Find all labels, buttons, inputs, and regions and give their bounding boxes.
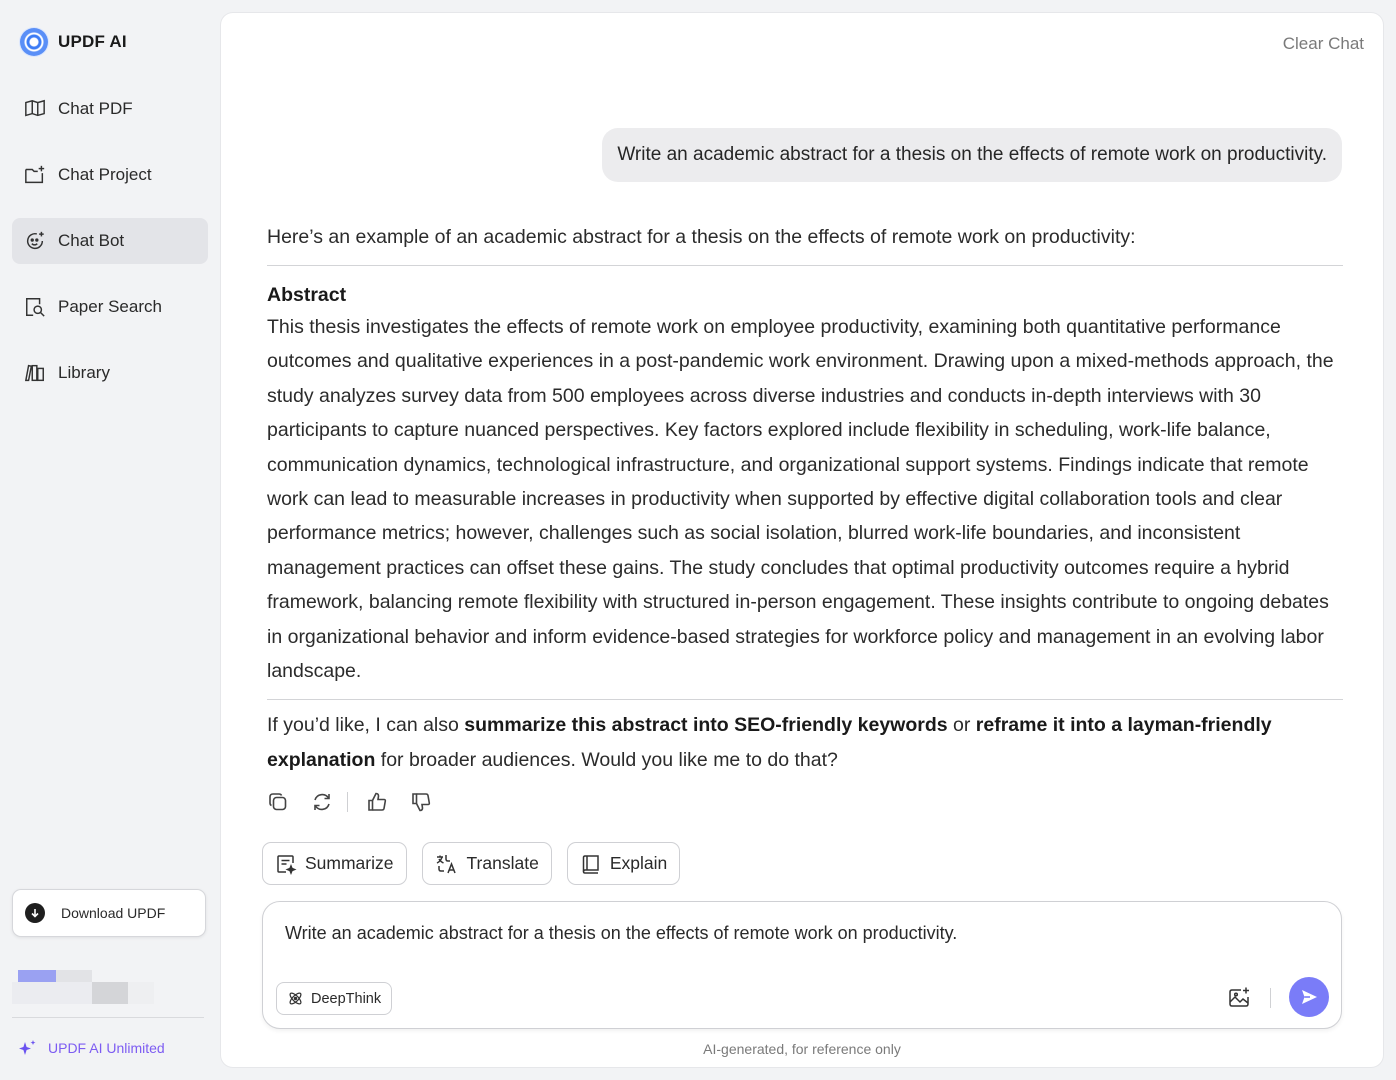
sidebar-item-label: Chat Bot: [58, 231, 125, 250]
download-label: Download UPDF: [61, 905, 166, 921]
user-message-bubble: [602, 128, 1342, 182]
sidebar-divider: [12, 1017, 204, 1018]
unlimited-label: UPDF AI Unlimited: [48, 1040, 165, 1056]
copy-icon: [267, 791, 289, 813]
book-icon: [580, 853, 602, 875]
sidebar-item-label: Chat PDF: [58, 99, 133, 118]
composer: [262, 901, 1342, 1029]
explain-label: Explain: [609, 853, 668, 873]
updf-logo-icon: [20, 28, 48, 56]
updf-ai-unlimited-link[interactable]: [18, 1039, 165, 1057]
image-upload-button[interactable]: [1227, 986, 1251, 1010]
summarize-button[interactable]: [262, 842, 407, 885]
user-message-text: Write an academic abstract for a thesis on the effects of remote work on productivity.: [617, 144, 1327, 165]
summarize-label: Summarize: [305, 853, 394, 873]
download-updf-button[interactable]: [12, 889, 206, 937]
book-open-icon: [24, 98, 46, 120]
send-button[interactable]: [1289, 977, 1329, 1017]
summarize-icon: [275, 853, 297, 875]
sidebar-item-chat-project[interactable]: [12, 152, 208, 198]
bot-icon: [24, 230, 46, 252]
sparkle-icon: [18, 1039, 38, 1057]
thumbs-up-button[interactable]: [366, 791, 388, 813]
translate-icon: [435, 853, 459, 875]
atom-icon: [287, 990, 304, 1007]
sidebar-item-label: Paper Search: [58, 297, 162, 316]
library-icon: [24, 362, 46, 384]
sidebar-item-library[interactable]: [12, 350, 208, 396]
brand-name: UPDF AI: [58, 32, 127, 51]
divider: [267, 699, 1343, 700]
deepthink-toggle[interactable]: [276, 982, 392, 1015]
followup-bold: reframe it into a layman-friendly explanation: [267, 714, 1272, 771]
sidebar-nav: [12, 86, 208, 416]
thumbs-down-button[interactable]: [410, 791, 432, 813]
sidebar-item-paper-search[interactable]: [12, 284, 208, 330]
send-icon: [1299, 987, 1319, 1007]
copy-button[interactable]: [267, 791, 289, 813]
followup-text: or: [947, 714, 976, 737]
folder-plus-icon: [24, 164, 46, 186]
followup-text: for broader audiences. Would you like me to do that?: [375, 748, 838, 771]
thumbs-up-icon: [366, 791, 388, 813]
composer-divider: [1270, 988, 1271, 1008]
deepthink-label: DeepThink: [311, 990, 382, 1007]
translate-label: Translate: [466, 853, 539, 873]
avatar-blur-block: [92, 982, 128, 1004]
response-intro: Here’s an example of an academic abstract for a thesis on the effects of remote work on productivity:: [267, 226, 1136, 248]
clear-chat-button[interactable]: Clear Chat: [1282, 34, 1364, 53]
brand[interactable]: [20, 28, 127, 56]
translate-button[interactable]: [422, 842, 552, 885]
followup-text: If you’d like, I can also: [267, 714, 465, 737]
avatar-blur-block: [128, 982, 154, 1004]
search-doc-icon: [24, 296, 46, 318]
explain-button[interactable]: [567, 842, 680, 885]
sidebar: [0, 0, 220, 1080]
avatar-blur-block: [18, 970, 56, 982]
sidebar-item-chat-pdf[interactable]: [12, 86, 208, 132]
image-plus-icon: [1227, 986, 1251, 1010]
abstract-heading: Abstract: [267, 284, 347, 306]
response-followup: [267, 708, 1343, 777]
abstract-body: This thesis investigates the effects of remote work on employee productivity, examining both quantitative performance outcomes and qualitative experiences in a post-pandemic work environment. Drawing upon a mixed-methods approach, the study analyzes survey data from 500 employees across diverse industries and conducts in-depth interviews with 30 participants to capture nuanced perspectives. Key factors explored include flexibility in scheduling, work-life balance, communication dynamics, technological infrastructure, and organizational support systems. Findings indicate that remote work can lead to measurable increases in productivity when supported by effective digital collaboration tools and clear performance metrics; however, challenges such as social isolation, blurred work-life boundaries, and inconsistent management practices can offset these gains. The study concludes that optimal productivity outcomes require a hybrid framework, balancing remote flexibility with structured in-person engagement. These insights contribute to ongoing debates in organizational behavior and inform evidence-based strategies for workforce policy and management in an evolving labor landscape.: [267, 316, 1334, 683]
divider: [267, 265, 1343, 266]
ai-disclaimer: AI-generated, for reference only: [703, 1041, 901, 1057]
message-input[interactable]: [283, 922, 1321, 945]
sidebar-item-label: Library: [58, 363, 110, 382]
sidebar-item-label: Chat Project: [58, 165, 152, 184]
assistant-response: [267, 223, 1343, 777]
regenerate-button[interactable]: [311, 791, 333, 813]
avatar-blur-block: [56, 970, 92, 982]
chat-panel: [221, 13, 1383, 1067]
download-icon: [25, 903, 45, 923]
sidebar-item-chat-bot[interactable]: [12, 218, 208, 264]
followup-bold: summarize this abstract into SEO-friendly keywords: [464, 714, 948, 737]
thumbs-down-icon: [410, 791, 432, 813]
quick-actions: [262, 842, 680, 885]
actions-divider: [347, 792, 348, 812]
avatar-blur-block: [12, 982, 92, 1004]
refresh-icon: [311, 791, 333, 813]
avatar[interactable]: [12, 970, 154, 1004]
message-actions: [267, 791, 454, 813]
